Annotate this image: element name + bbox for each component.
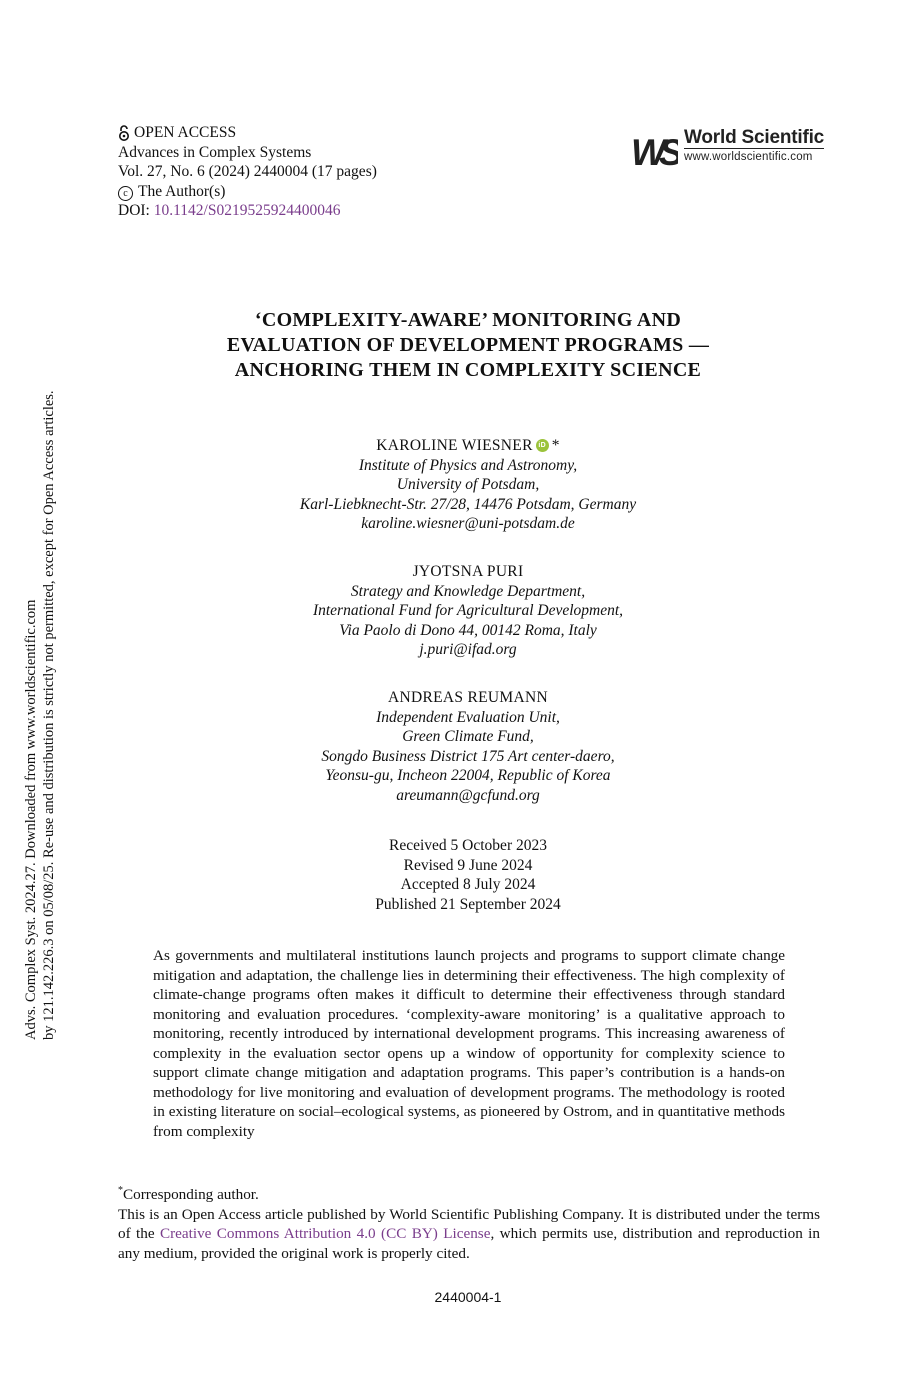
open-access-label: OPEN ACCESS <box>134 124 237 141</box>
corresponding-text: Corresponding author. <box>123 1186 259 1203</box>
received-date: Received 5 October 2023 <box>389 837 547 854</box>
author-block <box>118 436 818 534</box>
license-text <box>118 1205 820 1264</box>
author-name: ANDREAS REUMANN <box>388 689 548 706</box>
license-link[interactable]: Creative Commons Attribution 4.0 (CC BY) License <box>159 1225 491 1242</box>
logo-letters: WS <box>631 132 677 170</box>
title-line-3: ANCHORING THEM IN COMPLEXITY SCIENCE <box>234 359 702 381</box>
title-line-2: EVALUATION OF DEVELOPMENT PROGRAMS — <box>226 334 710 356</box>
publication-dates <box>118 836 818 914</box>
orcid-icon[interactable]: iD <box>536 439 549 452</box>
revised-date: Revised 9 June 2024 <box>403 856 533 874</box>
affiliation-line: Yeonsu-gu, Incheon 22004, Republic of Korea <box>325 767 611 785</box>
publisher-name: World Scientific <box>684 127 825 148</box>
journal-header <box>118 123 377 221</box>
doi-line <box>118 201 377 221</box>
publisher-url[interactable]: www.worldscientific.com <box>684 148 824 164</box>
affiliation-line: University of Potsdam, <box>396 476 540 494</box>
license-post: , which permits use, distribution and reproduction in any medium, provided the original work is properly cited. <box>118 1225 820 1262</box>
affiliation-line: Independent Evaluation Unit, <box>376 708 560 726</box>
author-name: KAROLINE WIESNER <box>376 437 533 454</box>
paper-title <box>118 308 818 383</box>
author-email[interactable]: areumann@gcfund.org <box>396 786 540 804</box>
world-scientific-logo-icon <box>630 128 678 170</box>
affiliation-line: International Fund for Agricultural Development, <box>312 602 624 620</box>
author-email[interactable]: karoline.wiesner@uni-potsdam.de <box>361 515 575 533</box>
corresponding-mark: * <box>551 437 560 454</box>
affiliation-line: Karl-Liebknecht-Str. 27/28, 14476 Potsdam, Germany <box>299 495 637 513</box>
download-notice <box>22 340 58 1040</box>
open-access-line <box>118 123 377 143</box>
author-name-row <box>118 436 818 456</box>
doi-label: DOI: <box>118 202 150 220</box>
accepted-date: Accepted 8 July 2024 <box>400 876 536 894</box>
affiliation-line: Green Climate Fund, <box>402 728 534 746</box>
copyright-text: The Author(s) <box>138 182 226 200</box>
doi-link[interactable]: 10.1142/S0219525924400046 <box>153 202 341 220</box>
volume-info: Vol. 27, No. 6 (2024) 2440004 (17 pages) <box>118 163 377 181</box>
author-block <box>118 562 818 660</box>
affiliation-line: Songdo Business District 175 Art center-daero, <box>321 747 615 765</box>
page-number: 2440004-1 <box>434 1289 502 1305</box>
author-email[interactable]: j.puri@ifad.org <box>419 641 517 659</box>
open-access-icon <box>118 124 130 142</box>
footnote <box>118 1185 820 1263</box>
download-notice-line2: by 121.142.226.3 on 05/08/25. Re-use and distribution is strictly not permitted, except for Open Access articles. <box>41 390 57 1040</box>
journal-name: Advances in Complex Systems <box>118 143 312 161</box>
copyright-icon: c <box>118 186 133 201</box>
abstract-text: As governments and multilateral institutions launch projects and programs to support climate change mitigation and adaptation, the challenge lies in determining their effectiveness. The high complexity of climate-change programs often makes it difficult to determine their effectiveness through standard monitoring and evaluation procedures. ‘complexity-aware monitoring’ is a qualitative approach to monitoring, recently introduced by international development programs. This increasing awareness of complexity in the evaluation sector opens up a window of opportunity for complexity science to support climate change mitigation and adaptation programs. This paper’s contribution is a hands-on methodology for live monitoring and evaluation of development programs. The methodology is rooted in existing literature on social–ecological systems, as pioneered by Ostrom, and in quantitative methods from complexity <box>153 947 785 1140</box>
author-name: JYOTSNA PURI <box>412 563 524 580</box>
affiliation-line: Strategy and Knowledge Department, <box>350 582 586 600</box>
author-block <box>118 688 818 806</box>
copyright-line <box>118 182 377 202</box>
affiliation-line: Institute of Physics and Astronomy, <box>358 456 578 474</box>
title-line-1: ‘COMPLEXITY-AWARE’ MONITORING AND <box>254 309 682 331</box>
corresponding-footnote <box>118 1185 820 1205</box>
download-notice-line1: Advs. Complex Syst. 2024.27. Downloaded from www.worldscientific.com <box>23 599 39 1040</box>
publisher-logo <box>630 128 824 170</box>
published-date: Published 21 September 2024 <box>375 895 561 913</box>
publisher-text <box>684 128 824 164</box>
affiliation-line: Via Paolo di Dono 44, 00142 Roma, Italy <box>339 621 597 639</box>
footnote-mark: * <box>118 1184 123 1196</box>
license-pre: This is an Open Access article published by World Scientific Publishing Company. It is distributed under the terms of the <box>118 1205 820 1242</box>
